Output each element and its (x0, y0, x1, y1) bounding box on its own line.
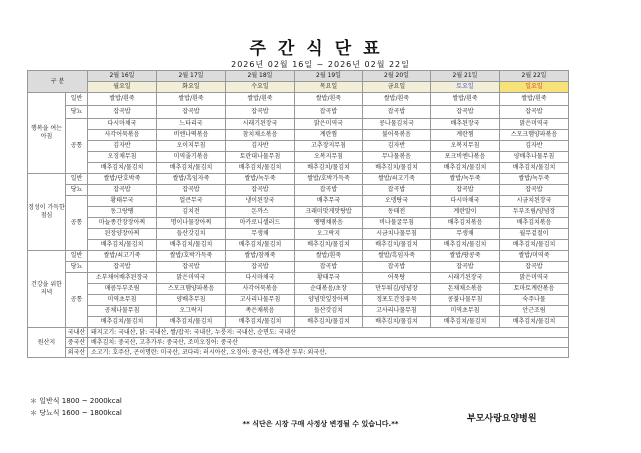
day-fri: 금요일 (363, 82, 431, 93)
menu-cell: 사각어묵볶음 (226, 284, 295, 295)
menu-cell: 잡곡밥 (363, 185, 431, 196)
menu-cell: 양배추무침 (157, 295, 226, 306)
menu-cell: 배추김치볶음 (431, 218, 500, 229)
menu-cell: 참치채소볶음 (226, 130, 295, 141)
menu-cell: 불어묵볶음 (363, 130, 431, 141)
menu-cell: 안근조림 (500, 306, 569, 317)
menu-cell: 잡곡밥 (431, 262, 500, 273)
sub-label-general: 일반 (66, 93, 88, 106)
breakfast-general-row (28, 93, 569, 106)
menu-cell: 쌀밥/호박가득죽 (157, 251, 226, 262)
dinner-common-row (28, 306, 569, 317)
menu-cell: 쌀밥/흑임자죽 (157, 174, 226, 185)
date-sat: 2월 21일 (431, 71, 500, 82)
menu-cell: 배추김치/물김치 (157, 240, 226, 251)
menu-cell: 숙주나물 (500, 295, 569, 306)
menu-cell: 다시마채국 (431, 196, 500, 207)
menu-cell: 토란대나물무침 (226, 152, 295, 163)
menu-cell: 김자반 (500, 141, 569, 152)
menu-cell: 동태전 (363, 207, 431, 218)
date-mon: 2월 16일 (88, 71, 157, 82)
general-kcal-note: ＊ 일반식 1800 ~ 2000kcal (30, 397, 122, 405)
menu-cell: 잡곡밥 (88, 185, 157, 196)
menu-cell: 비나물굴무침 (363, 218, 431, 229)
breakfast-common-row (28, 119, 569, 130)
lunch-common-row (28, 240, 569, 251)
menu-cell: 배추김치/물김치 (295, 240, 363, 251)
menu-cell: 어묵탕 (363, 273, 431, 284)
menu-cell: 맑은미역국 (157, 273, 226, 284)
sub-label-diabetic: 당뇨 (66, 262, 88, 273)
hospital-name: 부모사랑요양병원 (467, 414, 537, 424)
menu-cell: 비엔나떡볶음 (157, 130, 226, 141)
menu-cell: 계란말이 (431, 207, 500, 218)
menu-cell: 소부채어배추된장국 (88, 273, 157, 284)
menu-cell: 배추김치/물김치 (295, 163, 363, 174)
menu-cell: 스모크햄양파볶음 (157, 284, 226, 295)
menu-cell: 배추무국 (295, 196, 363, 207)
menu-cell: 얼큰무국 (157, 196, 226, 207)
menu-cell: 무나물볶음 (363, 152, 431, 163)
breakfast-diabetic-row (28, 106, 569, 119)
menu-cell: 오뎅탕국 (363, 196, 431, 207)
menu-cell: 김자반 (363, 141, 431, 152)
sub-label-common: 공통 (66, 273, 88, 328)
menu-cell: 배추된장국 (431, 119, 500, 130)
menu-cell: 잡곡밥 (226, 185, 295, 196)
menu-cell: 쌀밥/단호박죽 (88, 174, 157, 185)
menu-cell: 잡곡밥 (363, 262, 431, 273)
lunch-common-row (28, 218, 569, 229)
menu-cell: 무생채 (226, 229, 295, 240)
menu-cell: 쌀밥/흰죽 (295, 93, 363, 106)
menu-cell: 계란찜 (295, 130, 363, 141)
menu-cell: 잡곡밥 (295, 262, 363, 273)
menu-cell: 고사리나물무침 (363, 306, 431, 317)
menu-cell: 황태무국 (295, 273, 363, 284)
lunch-common-row (28, 196, 569, 207)
menu-cell: 오이지무침 (157, 141, 226, 152)
menu-cell: 쌀밥/호박가득죽 (295, 174, 363, 185)
menu-cell: 시금치나물무침 (363, 229, 431, 240)
menu-cell: 잡곡밥 (295, 185, 363, 196)
day-wed: 수요일 (226, 82, 295, 93)
weekly-menu-table (27, 70, 569, 358)
menu-cell: 토마토계란볶음 (500, 284, 569, 295)
menu-cell: 돈채채소볶음 (431, 284, 500, 295)
menu-cell: 잡곡밥 (431, 185, 500, 196)
dinner-diabetic-row (28, 262, 569, 273)
day-sun: 일요일 (500, 82, 569, 93)
menu-cell: 배추김치/물김치 (88, 317, 157, 328)
menu-cell: 고사리나물무침 (226, 295, 295, 306)
menu-cell: 잡곡밥 (363, 106, 431, 119)
menu-cell: 된장양장아찌 (88, 229, 157, 240)
date-range: 2026년 02월 16일 ~ 2026년 02월 22일 (231, 60, 410, 69)
menu-cell: 배추김치/물김치 (88, 240, 157, 251)
menu-cell: 잡곡밥 (157, 262, 226, 273)
menu-cell: 쌀밥/쇠고기죽 (88, 251, 157, 262)
dinner-general-row (28, 251, 569, 262)
menu-cell: 잡곡밥 (295, 106, 363, 119)
breakfast-common-row (28, 130, 569, 141)
menu-cell: 포크비엔나볶음 (431, 152, 500, 163)
origin-foreign-label: 외국산 (66, 348, 88, 358)
menu-cell: 공채나물무침 (88, 306, 157, 317)
dinner-section-label: 건강을 위한 저녁 (28, 251, 66, 328)
menu-cell: 마늘종간장장아찌 (88, 218, 157, 229)
menu-cell: 배추김치/물김치 (431, 240, 500, 251)
menu-cell: 순대볶음/초장 (295, 284, 363, 295)
menu-cell: 두부조림/양념장 (500, 207, 569, 218)
menu-cell: 시금치된장국 (500, 196, 569, 207)
menu-cell: 잡곡밥 (157, 185, 226, 196)
menu-cell: 오복지무침 (431, 141, 500, 152)
menu-cell: 쌀밥/녹두죽 (500, 174, 569, 185)
breakfast-section-label: 행복을 여는 아침 (28, 93, 66, 174)
menu-cell: 쌀밥/흰죽 (226, 93, 295, 106)
menu-cell: 느타리국 (157, 119, 226, 130)
origin-china-text: 배추김치: 중국산, 고추가루: 중국산, 조미오징어: 중국산 (88, 338, 569, 348)
header-day-row (28, 82, 569, 93)
menu-cell: 배추김치/물김치 (157, 317, 226, 328)
menu-cell: 쌀밥/흰죽 (88, 93, 157, 106)
menu-cell: 크래미맛게맛탕밥 (295, 207, 363, 218)
menu-cell: 배추김치/물김치 (226, 317, 295, 328)
menu-cell: 미역초무침 (88, 295, 157, 306)
menu-cell: 잡곡밥 (157, 106, 226, 119)
menu-cell: 쌀밥/흰죽 (363, 93, 431, 106)
menu-cell: 월무겉절이 (500, 229, 569, 240)
sub-label-general: 일반 (66, 174, 88, 185)
header-date-row (28, 71, 569, 82)
menu-cell: 오그락지 (295, 229, 363, 240)
breakfast-common-row (28, 163, 569, 174)
menu-cell: 양념맛잎장아찌 (295, 295, 363, 306)
lunch-section-label: 정성이 가득한 점심 (28, 174, 66, 251)
menu-cell: 쌀밥/흰죽 (500, 93, 569, 106)
origin-foreign-row (28, 348, 569, 358)
dinner-common-row (28, 295, 569, 306)
menu-cell: 쌀밥/흰죽 (295, 251, 363, 262)
menu-cell: 김치전 (157, 207, 226, 218)
menu-cell: 배추김치볶음 (500, 218, 569, 229)
lunch-common-row (28, 207, 569, 218)
menu-cell: 배추김치/물김치 (500, 163, 569, 174)
menu-cell: 배추김치/물김치 (363, 317, 431, 328)
origin-domestic-label: 국내산 (66, 328, 88, 338)
day-tue: 화요일 (157, 82, 226, 93)
sub-label-common: 공통 (66, 196, 88, 251)
menu-cell: 미역초무침 (431, 306, 500, 317)
menu-cell: 다시마채국 (226, 273, 295, 284)
origin-china-row (28, 338, 569, 348)
menu-cell: 쌀밥/흑임자죽 (363, 251, 431, 262)
menu-cell: 다시마채국 (88, 119, 157, 130)
menu-cell: 양배추나물무침 (500, 152, 569, 163)
lunch-common-row (28, 229, 569, 240)
menu-cell: 쌀밥/녹두죽 (431, 174, 500, 185)
menu-cell: 명이나물장아찌 (157, 218, 226, 229)
menu-cell: 황태무국 (88, 196, 157, 207)
calorie-notes (30, 395, 122, 419)
menu-cell: 들산갓김치 (295, 306, 363, 317)
menu-cell: 김자반 (88, 141, 157, 152)
menu-cell: 무생채 (431, 229, 500, 240)
menu-cell: 배추김치/물김치 (431, 163, 500, 174)
date-sun: 2월 22일 (500, 71, 569, 82)
menu-cell: 돈까스 (226, 207, 295, 218)
menu-cell: 배추김치/물김치 (363, 163, 431, 174)
menu-cell: 오징채무침 (88, 152, 157, 163)
menu-cell: 잡곡밥 (88, 262, 157, 273)
menu-cell: 잡곡밥 (226, 106, 295, 119)
menu-cell: 배추김치/물김치 (157, 163, 226, 174)
menu-cell: 맑은미역국 (500, 273, 569, 284)
menu-cell: 잡곡밥 (226, 262, 295, 273)
menu-cell: 콩나물김치국 (363, 119, 431, 130)
day-mon: 월요일 (88, 82, 157, 93)
menu-cell: 잡곡밥 (431, 106, 500, 119)
menu-cell: 고추장지무침 (295, 141, 363, 152)
category-header: 구 분 (28, 71, 88, 93)
dinner-common-row (28, 273, 569, 284)
lunch-diabetic-row (28, 185, 569, 196)
menu-cell: 배추김치/물김치 (88, 163, 157, 174)
menu-cell: 시래기된장국 (431, 273, 500, 284)
day-thu: 목요일 (295, 82, 363, 93)
menu-cell: 냉이된장국 (226, 196, 295, 207)
page-title: 주간식단표 (249, 39, 392, 59)
menu-cell: 쌀밥/흰죽 (157, 93, 226, 106)
menu-cell: 족은채볶음 (226, 306, 295, 317)
origin-foreign-text: 소고기: 호주산, 곤이명란: 미국산, 코다리: 러시아산, 오징어: 중국산, 메추산 두부: 외국산, (88, 348, 569, 358)
date-tue: 2월 17일 (157, 71, 226, 82)
menu-cell: 사각어묵볶음 (88, 130, 157, 141)
origin-section-label: 원산지 (28, 328, 66, 358)
sub-label-common: 공통 (66, 119, 88, 174)
sub-label-diabetic: 당뇨 (66, 106, 88, 119)
dinner-common-row (28, 284, 569, 295)
diabetic-kcal-note: ＊ 당뇨식 1600 ~ 1800kcal (30, 409, 122, 417)
sub-label-diabetic: 당뇨 (66, 185, 88, 196)
menu-cell: 동그랑땡 (88, 207, 157, 218)
menu-cell: 마카로니샐러드 (226, 218, 295, 229)
menu-cell: 맑은미역국 (295, 119, 363, 130)
menu-cell: 쌀밥/흰죽 (431, 93, 500, 106)
menu-cell: 스모크햄양파볶음 (500, 130, 569, 141)
menu-cell: 쌀밥/미역죽 (500, 251, 569, 262)
menu-cell: 시래기된장국 (226, 119, 295, 130)
menu-cell: 배추김치/물김치 (226, 240, 295, 251)
menu-cell: 쌀밥/쇠고기죽 (363, 174, 431, 185)
menu-cell: 계란찜 (431, 130, 500, 141)
sub-label-general: 일반 (66, 251, 88, 262)
menu-cell: 배추김치/물김치 (431, 317, 500, 328)
menu-cell: 배추김치/물김치 (363, 240, 431, 251)
dinner-common-row (28, 317, 569, 328)
menu-cell: 쌀밥/녹두죽 (226, 174, 295, 185)
breakfast-common-row (28, 152, 569, 163)
origin-domestic-text: 돼지고기: 국내산, 닭: 국내산, 쌀/잡곡: 국내산, 누룽지: 국내산, 순면도: 국내산 (88, 328, 569, 338)
menu-cell: 쌀밥/참깨죽 (226, 251, 295, 262)
date-thu: 2월 19일 (295, 71, 363, 82)
menu-cell: 정포도간장유묵 (363, 295, 431, 306)
menu-cell: 쌀밥/땅콩죽 (431, 251, 500, 262)
menu-cell: 잡곡밥 (500, 185, 569, 196)
menu-cell: 오그락지 (157, 306, 226, 317)
menu-cell: 잡곡밥 (500, 262, 569, 273)
menu-cell: 배추김치/물김치 (500, 240, 569, 251)
lunch-general-row (28, 174, 569, 185)
menu-cell: 만두튀김/양념장 (363, 284, 431, 295)
menu-cell: 잡곡밥 (88, 106, 157, 119)
menu-cell: 맑은미역국 (500, 119, 569, 130)
menu-cell: 들산갓김치 (157, 229, 226, 240)
menu-cell: 오복지무침 (295, 152, 363, 163)
day-sat: 토요일 (431, 82, 500, 93)
origin-china-label: 중국산 (66, 338, 88, 348)
menu-cell: 매콤두부조림 (88, 284, 157, 295)
menu-cell: 배추김치/물김치 (500, 317, 569, 328)
origin-domestic-row (28, 328, 569, 338)
menu-cell: 미역줄기볶음 (157, 152, 226, 163)
menu-cell: 김자반 (226, 141, 295, 152)
menu-cell: 땡땡채볶음 (295, 218, 363, 229)
change-notice: ** 식단은 시장 구매 사정상 변경될 수 있습니다.** (242, 420, 399, 428)
date-wed: 2월 18일 (226, 71, 295, 82)
menu-cell: 콩불나물무침 (431, 295, 500, 306)
menu-cell: 배추김치/물김치 (295, 317, 363, 328)
menu-cell: 잡곡밥 (500, 106, 569, 119)
breakfast-common-row (28, 141, 569, 152)
menu-cell: 배추김치/물김치 (226, 163, 295, 174)
date-fri: 2월 20일 (363, 71, 431, 82)
